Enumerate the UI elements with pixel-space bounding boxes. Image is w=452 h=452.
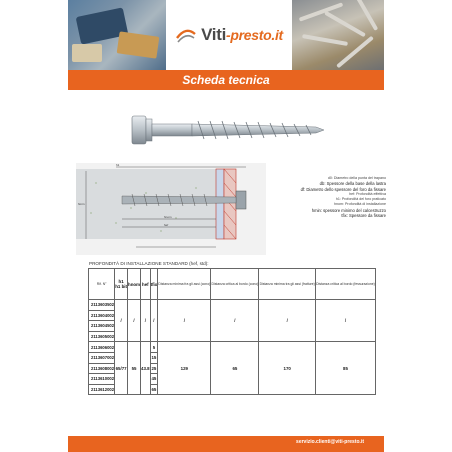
spec-table — [88, 268, 376, 395]
table-cell: Distanza minima tra gli assi (fratture) — [259, 269, 316, 300]
table-cell: 5 — [150, 342, 158, 353]
legend-item: hef: Profondità effettiva — [349, 191, 386, 196]
table-cell: / — [115, 300, 128, 342]
screws-photo — [292, 0, 384, 70]
footer-bar — [68, 436, 384, 452]
legend-item: hnom: Profondità di installazione — [334, 202, 386, 207]
legend — [268, 176, 386, 218]
dim-hef-label: hef — [164, 223, 169, 227]
table-cell: 25 — [150, 363, 158, 374]
footer-email[interactable]: servizio.clienti@viti-presto.it — [296, 439, 364, 445]
legend-item: hmin: spessore minimo del calcestruzzo — [311, 207, 386, 213]
table-cell: / — [150, 300, 158, 342]
legend-item: tfix: Spessore da fissare — [341, 213, 386, 219]
table-cell: Rif. N° — [89, 269, 115, 300]
table-cell: 2113604002 — [89, 310, 115, 321]
table-cell: / — [158, 300, 211, 342]
logo — [166, 0, 292, 70]
table-cell: / — [141, 300, 151, 342]
table-cell: hef — [141, 269, 151, 300]
dim-hnom-label: hnom — [164, 215, 172, 219]
table-cell: 2113607002 — [89, 352, 115, 363]
table-cell: 2113610002 — [89, 374, 115, 385]
table-cell: 55 — [128, 342, 141, 395]
table-cell: / — [259, 300, 316, 342]
table-cell: h1 h1 bit — [115, 269, 128, 300]
section-title: PROFONDITÀ DI INSTALLAZIONE STANDARD (hef, std): — [89, 261, 209, 266]
table-cell: Distanza critica al bordo (fessurazione) — [315, 269, 375, 300]
table-cell: 85 — [315, 342, 375, 395]
table-cell: / — [128, 300, 141, 342]
table-cell: Distanza minima fra gli assi (cono) — [158, 269, 211, 300]
logo-accent-text: -presto.it — [226, 27, 283, 43]
table-cell: 65 — [150, 384, 158, 395]
table-row — [89, 300, 376, 311]
table-cell: Distanza critica al bordo (cono) — [211, 269, 259, 300]
table-header-row — [89, 269, 376, 300]
table-cell: / — [211, 300, 259, 342]
table-cell: 43.8 — [141, 342, 151, 395]
table-cell: 2113604502 — [89, 321, 115, 332]
table-cell: / — [315, 300, 375, 342]
table-cell: 45 — [150, 374, 158, 385]
legend-item: d0: Diametro della punta del trapano — [327, 176, 386, 180]
legend-item: db: Spessore della base della lastra — [319, 181, 386, 187]
tools-photo — [68, 0, 166, 70]
page-title: Scheda tecnica — [68, 70, 384, 90]
installation-diagram — [76, 163, 266, 255]
table-cell: tfix — [150, 269, 158, 300]
dim-h1-label: h1 — [116, 163, 120, 167]
table-cell: 2113606002 — [89, 342, 115, 353]
table-cell: 170 — [259, 342, 316, 395]
table-cell: 2113605002 — [89, 331, 115, 342]
table-cell: 129 — [158, 342, 211, 395]
dim-hmin-label: hmin — [78, 202, 85, 206]
table-cell: 2113603502 — [89, 300, 115, 311]
header-banner — [68, 0, 384, 70]
logo-main-text: Viti — [201, 25, 227, 44]
table-cell: 2113608002 — [89, 363, 115, 374]
table-row — [89, 342, 376, 353]
legend-item: df: Diametro dello spessore del foro da fissare — [300, 186, 386, 192]
table-cell: 2113612002 — [89, 384, 115, 395]
logo-swoosh-icon — [175, 24, 197, 46]
table-cell: 15 — [150, 352, 158, 363]
table-cell: 65/77 — [115, 342, 128, 395]
legend-item: h1: Profondità del foro praticato — [335, 197, 386, 202]
screw-anchor-image — [128, 108, 328, 152]
table-cell: 65 — [211, 342, 259, 395]
table-cell: hnom — [128, 269, 141, 300]
